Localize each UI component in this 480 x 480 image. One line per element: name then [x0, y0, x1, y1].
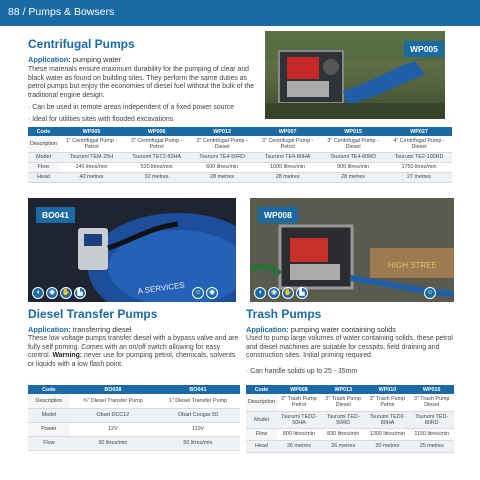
table-row	[28, 436, 240, 450]
table-cell: 26 metres	[277, 440, 321, 452]
table-cell: Tsurumi TE4-80RD	[320, 152, 386, 162]
table-cell: 110V	[156, 422, 240, 436]
table-cell: 27 metres	[386, 172, 452, 182]
row-header: Flow	[28, 162, 59, 172]
application-value: pumping water containing solids	[290, 325, 396, 334]
table-row	[28, 152, 452, 162]
row-header: Description	[28, 394, 70, 408]
table-row	[246, 428, 454, 440]
table-header: Code	[28, 385, 70, 394]
application-value: pumping water	[72, 55, 122, 64]
trash-application	[246, 325, 396, 334]
table-cell: Tsurumi TED-50RD	[321, 411, 366, 428]
wp008-right-icons	[424, 287, 436, 299]
ear-protection-icon: ◖	[254, 287, 266, 299]
table-cell: Tsurumi TEM-25H	[59, 152, 124, 162]
svg-text:HIGH STREE: HIGH STREE	[388, 261, 437, 270]
table-cell: 520 litres/min	[124, 162, 189, 172]
wp005-tag: WP005	[404, 41, 444, 57]
table-header: WP008	[277, 385, 321, 394]
table-cell: 2" Centrifugal Pump - Petrol	[124, 136, 189, 152]
table-cell: 26 metres	[321, 440, 366, 452]
table-cell: 1150 litres/min	[409, 428, 454, 440]
table-cell: 1" Centrifugal Pump - Petrol	[59, 136, 124, 152]
wp008-tag: WP008	[258, 207, 298, 223]
row-header: Head	[246, 440, 277, 452]
gloves-icon: ✋	[282, 287, 294, 299]
table-cell: 40 metres	[59, 172, 124, 182]
table-cell: 3" Trash Pump Petrol	[365, 394, 409, 411]
table-cell: Obart DCC12	[70, 408, 156, 422]
table-cell: Tsurumi TED2-80HA	[365, 411, 409, 428]
table-cell: 1300 litres/min	[365, 428, 409, 440]
eye-protection-icon: ◉	[268, 287, 280, 299]
table-row	[28, 422, 240, 436]
trash-bullet-1: · Can handle solids up to 25 - 35mm	[246, 368, 358, 375]
warning-label: Warning:	[52, 352, 83, 360]
row-header: Model	[246, 411, 277, 428]
table-cell: 28 metres	[189, 172, 255, 182]
trash-paragraph: Used to pump large volumes of water containing solids, these petrol and diesel machines are suitable for cesspits, field draining and construction sites. Initial priming required.	[246, 335, 453, 360]
table-cell: 3" Centrifugal Pump - Diesel	[320, 136, 386, 152]
table-cell: 2" Centrifugal Pump - Diesel	[189, 136, 255, 152]
table-cell: Tsurumi TE2-100RD	[386, 152, 452, 162]
table-header: Code	[28, 127, 59, 136]
table-cell: 4" Centrifugal Pump - Diesel	[386, 136, 452, 152]
table-cell: 1750 litres/min	[386, 162, 452, 172]
diesel-transfer-title: Diesel Transfer Pumps	[28, 307, 158, 321]
trash-table	[246, 385, 454, 453]
row-header: Head	[28, 172, 59, 182]
table-cell: 600 litres/min	[189, 162, 255, 172]
diesel-transfer-paragraph: These low voltage pumps transfer diesel with a bypass valve and are fully self priming. Comes with an on/off switch allowing for easy control. Warning: never use for pumping petrol, chemicals, solvents or liquids with a low flash point.	[28, 335, 239, 368]
table-header: Code	[246, 385, 277, 394]
table-row	[28, 162, 452, 172]
table-cell: 3" Trash Pump Diesel	[409, 394, 454, 411]
table-cell: 830 litres/min	[321, 428, 366, 440]
boots-icon: ▙	[296, 287, 308, 299]
wp008-safety-icons	[254, 287, 308, 299]
table-header: WP016	[409, 385, 454, 394]
table-cell: 30 metres	[365, 440, 409, 452]
table-cell: 2" Trash Pump Diesel	[321, 394, 366, 411]
table-cell: Tsurumi TE4-50RD	[189, 152, 255, 162]
table-row	[28, 136, 452, 152]
trash-title: Trash Pumps	[246, 307, 322, 321]
table-row	[28, 172, 452, 182]
table-cell: 28 metres	[255, 172, 320, 182]
application-label: Application:	[246, 325, 289, 334]
table-row	[28, 408, 240, 422]
application-label: Application:	[28, 325, 71, 334]
table-header-row	[28, 127, 452, 136]
eye-protection-icon: ◉	[206, 287, 218, 299]
table-cell: 1" Diesel Transfer Pump	[156, 394, 240, 408]
row-header: Model	[28, 408, 70, 422]
table-cell: 25 metres	[409, 440, 454, 452]
bo041-safety-icons	[32, 287, 86, 299]
table-cell: 28 metres	[320, 172, 386, 182]
table-header-row	[28, 385, 240, 394]
bo041-tag: BO041	[36, 207, 75, 223]
table-header: WP005	[59, 127, 124, 136]
table-cell: Obart Cougar 50	[156, 408, 240, 422]
application-value: transferring diesel	[72, 325, 132, 334]
table-cell: 12V	[70, 422, 156, 436]
mask-icon: ☺	[424, 287, 436, 299]
table-header: WP006	[124, 127, 189, 136]
table-cell: Tsurumi TE4-80HA	[255, 152, 320, 162]
table-header: WP013	[321, 385, 366, 394]
table-row	[246, 440, 454, 452]
table-row	[28, 394, 240, 408]
ear-protection-icon: ◖	[32, 287, 44, 299]
table-header: WP010	[365, 385, 409, 394]
centrifugal-bullet-2: · Ideal for utilities sites with flooded excavations	[28, 116, 174, 123]
page-number-title: 88 / Pumps & Bowsers	[8, 6, 115, 18]
gloves-icon: ✋	[60, 287, 72, 299]
table-header-row	[246, 385, 454, 394]
table-cell: Tsurumi TET2-50HA	[124, 152, 189, 162]
row-header: Model	[28, 152, 59, 162]
centrifugal-bullet-1: · Can be used in remote areas independent of a fixed power source	[28, 104, 235, 111]
table-cell: Tsurumi TED2-50HA	[277, 411, 321, 428]
row-header: Flow	[28, 436, 70, 450]
table-header: BO041	[156, 385, 240, 394]
table-cell: 2" Trash Pump Petrol	[277, 394, 321, 411]
svg-text:A SERVICES: A SERVICES	[137, 280, 186, 296]
row-header: Description	[246, 394, 277, 411]
table-cell: Tsurumi TED-80RD	[409, 411, 454, 428]
table-cell: 140 litres/min	[59, 162, 124, 172]
table-cell: 800 litres/min	[277, 428, 321, 440]
bo041-right-icons	[192, 287, 218, 299]
table-header: WP007	[255, 127, 320, 136]
table-header: BO028	[70, 385, 156, 394]
table-cell: 3" Centrifugal Pump - Petrol	[255, 136, 320, 152]
table-row	[246, 394, 454, 411]
eye-protection-icon: ◉	[46, 287, 58, 299]
mask-icon: ☺	[192, 287, 204, 299]
table-cell: 1000 litres/min	[255, 162, 320, 172]
centrifugal-table	[28, 127, 452, 183]
centrifugal-paragraph: These materials ensure maximum durability for the pumping of clear and black water as found on building sites. They perform the same duties as petrol pumps but enjoy the economies of diesel fuel without the bulk of the traditional engine design.	[28, 66, 254, 99]
diesel-transfer-table	[28, 385, 240, 451]
row-header: Description	[28, 136, 59, 152]
table-cell: 30 litres/min	[70, 436, 156, 450]
application-label: Application:	[28, 55, 71, 64]
row-header: Power	[28, 422, 70, 436]
diesel-transfer-application	[28, 325, 132, 334]
table-row	[246, 411, 454, 428]
table-cell: 32 metres	[124, 172, 189, 182]
table-cell: 900 litres/min	[320, 162, 386, 172]
row-header: Flow	[246, 428, 277, 440]
table-header: WP027	[386, 127, 452, 136]
table-header: WP012	[189, 127, 255, 136]
centrifugal-application	[28, 55, 121, 64]
table-header: WP015	[320, 127, 386, 136]
table-cell: ¾" Diesel Transfer Pump	[70, 394, 156, 408]
centrifugal-title: Centrifugal Pumps	[28, 37, 135, 51]
boots-icon: ▙	[74, 287, 86, 299]
table-cell: 50 litres/min	[156, 436, 240, 450]
